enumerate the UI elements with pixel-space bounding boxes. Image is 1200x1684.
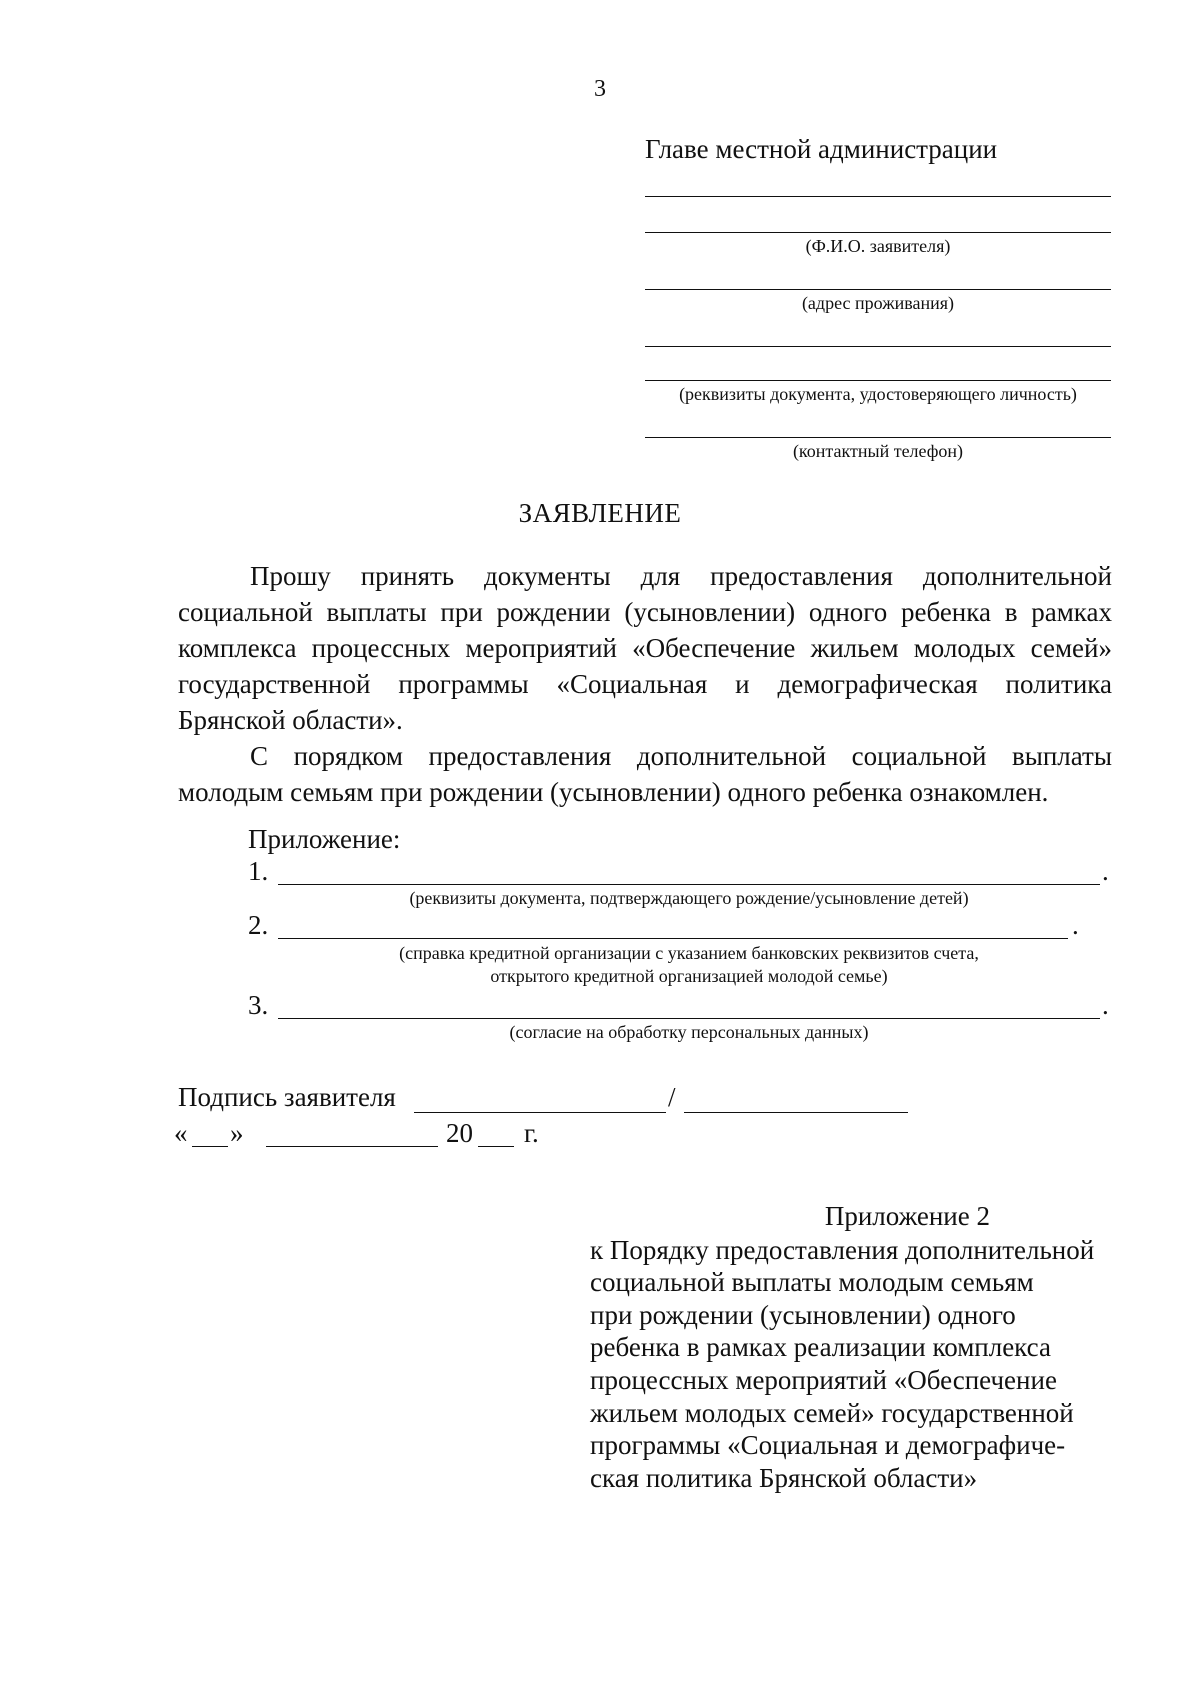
annex-line-1: к Порядку предоставления дополнительной: [590, 1234, 1095, 1265]
phone-input-line[interactable]: [645, 437, 1111, 438]
id-document-line-2[interactable]: [645, 380, 1111, 381]
attachment-3-caption: (согласие на обработку персональных данных): [509, 1022, 869, 1042]
attachment-3-number: 3.: [248, 990, 269, 1020]
address-caption: (адрес проживания): [801, 293, 955, 313]
date-month-line[interactable]: [266, 1146, 438, 1147]
annex-line-4: ребенка в рамках реализации комплекса: [590, 1332, 1051, 1363]
attachment-3-input-line[interactable]: [278, 1018, 1100, 1019]
annex-line-6: жильем молодых семей» государственной: [590, 1397, 1074, 1428]
signature-decryption-line[interactable]: [684, 1112, 908, 1113]
attachment-2-caption-line-1: (справка кредитной организации с указанием банковских реквизитов счета,: [399, 943, 979, 963]
id-document-caption: (реквизиты документа, удостоверяющего личность): [679, 384, 1077, 404]
body-paragraph-1: Прошу принять документы для предоставления дополнительной социальной выплаты при рождении (усыновлении) одного ребенка в рамках комплекса процессных мероприятий «Обеспечение жильем молодых семей» государственной программы «Социальная и демографическая политика Брянской области».: [178, 561, 1112, 735]
attachment-1-period: .: [1102, 856, 1109, 886]
document-title: ЗАЯВЛЕНИЕ: [518, 498, 682, 528]
annex-heading: Приложение 2: [824, 1201, 990, 1231]
date-day-line[interactable]: [192, 1146, 228, 1147]
annex-block: [590, 1200, 1120, 1494]
attachment-1-caption: (реквизиты документа, подтверждающего рождение/усыновление детей): [409, 888, 969, 908]
page-number: 3: [594, 76, 606, 102]
phone-caption: (контактный телефон): [792, 441, 964, 461]
id-document-line-1[interactable]: [645, 346, 1111, 347]
application-body: [178, 558, 1112, 810]
date-close-quote: »: [230, 1118, 244, 1148]
signature-slash: /: [668, 1082, 676, 1112]
attachments-heading: Приложение:: [248, 824, 401, 854]
date-year-line[interactable]: [478, 1146, 514, 1147]
address-input-line[interactable]: [645, 289, 1111, 290]
body-paragraph-2: С порядком предоставления дополнительной социальной выплаты молодым семьям при рождении (усыновлении) одного ребенка ознакомлен.: [178, 741, 1112, 807]
addressee: Главе местной администрации: [645, 134, 998, 164]
attachment-3-period: .: [1102, 990, 1109, 1020]
addressee-blank-line[interactable]: [645, 196, 1111, 197]
signature-label: Подпись заявителя: [178, 1082, 396, 1112]
fio-input-line[interactable]: [645, 232, 1111, 233]
attachment-2-period: .: [1072, 910, 1079, 940]
attachment-1-number: 1.: [248, 856, 269, 886]
attachment-1-input-line[interactable]: [278, 884, 1100, 885]
signature-input-line[interactable]: [414, 1112, 666, 1113]
annex-line-3: при рождении (усыновлении) одного: [590, 1299, 1016, 1330]
date-year-prefix: 20: [446, 1118, 473, 1148]
date-open-quote: «: [174, 1118, 188, 1148]
annex-line-2: социальной выплаты молодым семьям: [590, 1267, 1034, 1298]
attachment-2-input-line[interactable]: [278, 938, 1068, 939]
attachment-2-number: 2.: [248, 910, 269, 940]
annex-line-5: процессных мероприятий «Обеспечение: [590, 1364, 1057, 1395]
annex-line-8: ская политика Брянской области»: [590, 1462, 978, 1493]
attachment-2-caption-line-2: открытого кредитной организацией молодой семье): [490, 966, 888, 986]
date-year-suffix: г.: [524, 1118, 539, 1148]
fio-caption: (Ф.И.О. заявителя): [805, 236, 951, 256]
annex-line-7: программы «Социальная и демографиче-: [590, 1430, 1066, 1461]
